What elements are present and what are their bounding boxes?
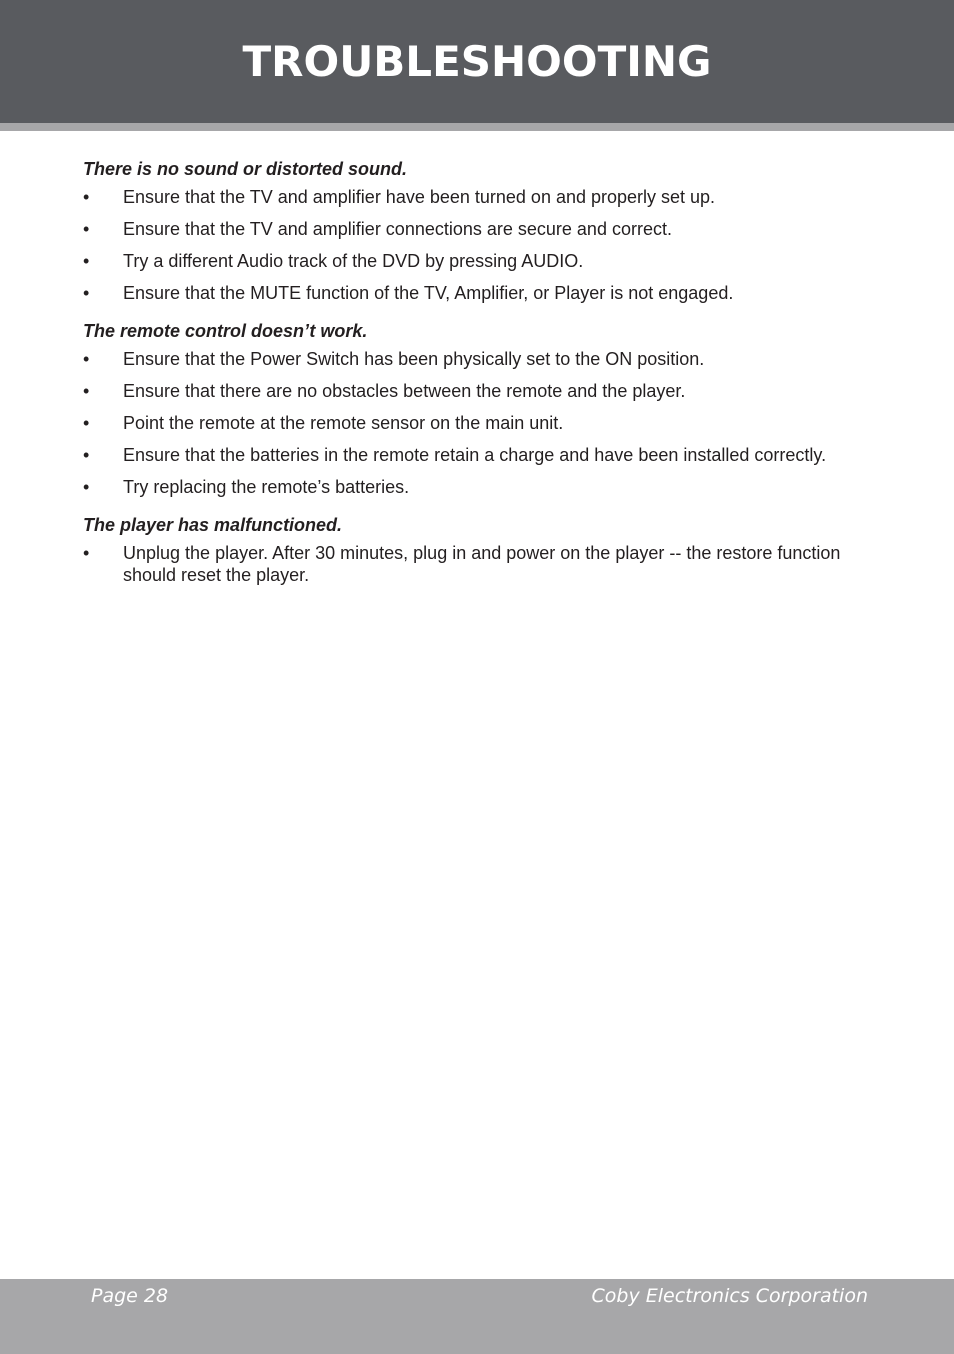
section-malfunction	[83, 514, 883, 586]
bullet: •	[83, 381, 90, 401]
bullet: •	[83, 251, 90, 271]
page-number: Page 28	[91, 1285, 169, 1307]
list-item-text: Try a different Audio track of the DVD by pressing AUDIO.	[123, 251, 584, 271]
bullet: •	[83, 445, 90, 465]
list-item-text: Ensure that the TV and amplifier connections are secure and correct.	[123, 219, 672, 239]
bullet: •	[83, 219, 90, 239]
section-no-sound	[83, 158, 883, 304]
list-item	[83, 444, 883, 466]
bullet: •	[83, 477, 90, 497]
header-bar	[0, 0, 954, 123]
list-item	[83, 218, 883, 240]
list-item-text: Unplug the player. After 30 minutes, plug in and power on the player -- the restore function should reset the player.	[123, 543, 841, 585]
list-item-text: Ensure that there are no obstacles between the remote and the player.	[123, 381, 686, 401]
bullet-list	[83, 186, 883, 304]
section-heading: The player has malfunctioned.	[83, 515, 343, 535]
list-item-text: Try replacing the remote’s batteries.	[123, 477, 410, 497]
list-item	[83, 250, 883, 272]
bullet: •	[83, 413, 90, 433]
list-item-text: Ensure that the MUTE function of the TV, Amplifier, or Player is not engaged.	[123, 283, 734, 303]
section-heading: The remote control doesn’t work.	[83, 321, 368, 341]
troubleshooting-content	[83, 158, 883, 602]
bullet: •	[83, 283, 90, 303]
list-item-text: Ensure that the Power Switch has been physically set to the ON position.	[123, 349, 705, 369]
bullet: •	[83, 187, 90, 207]
list-item	[83, 476, 883, 498]
bullet: •	[83, 349, 90, 369]
list-item	[83, 412, 883, 434]
list-item-text: Ensure that the TV and amplifier have been turned on and properly set up.	[123, 187, 716, 207]
header-stripe	[0, 123, 954, 131]
list-item-text: Point the remote at the remote sensor on the main unit.	[123, 413, 564, 433]
list-item	[83, 186, 883, 208]
page-title: TROUBLESHOOTING	[242, 37, 712, 86]
company-name: Coby Electronics Corporation	[591, 1285, 868, 1307]
list-item	[83, 282, 883, 304]
bullet-list	[83, 348, 883, 498]
section-heading: There is no sound or distorted sound.	[83, 159, 408, 179]
list-item	[83, 380, 883, 402]
bullet: •	[83, 543, 90, 563]
list-item	[83, 542, 883, 586]
list-item-text: Ensure that the batteries in the remote retain a charge and have been installed correctly.	[123, 445, 827, 465]
bullet-list	[83, 542, 883, 586]
list-item	[83, 348, 883, 370]
section-remote	[83, 320, 883, 498]
